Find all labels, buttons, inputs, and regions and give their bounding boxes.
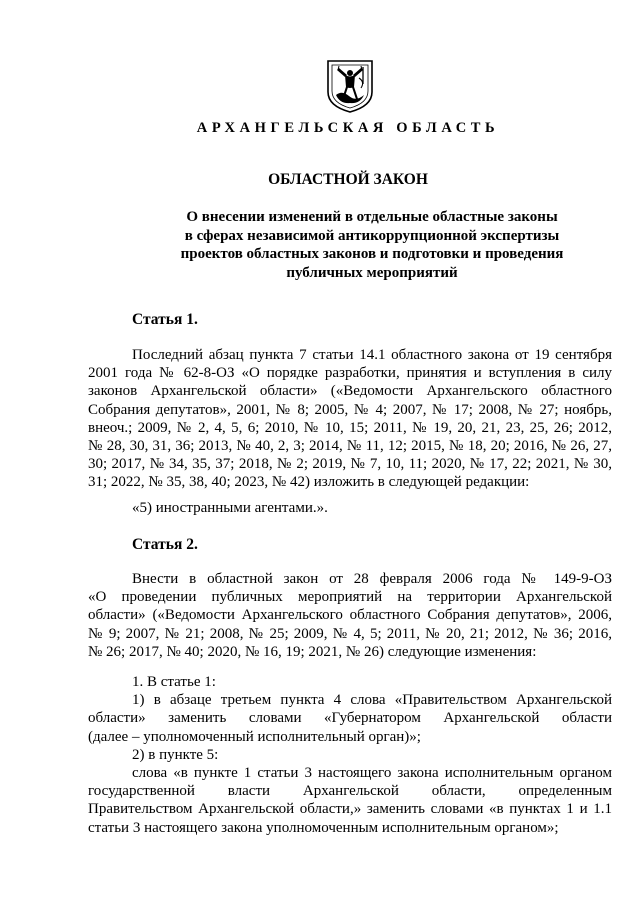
text-line: «О проведении публичных мероприятий на территории Архангельской [88,589,612,606]
law-title-line: О внесении изменений в отдельные областные законы [186,209,558,225]
text-line: слова «в пункте 1 статьи 3 настоящего закона исполнительным органом [132,765,612,782]
text-line: (далее – уполномоченный исполнительный орган)»; [88,728,421,745]
text-line: 30; 2017, № 34, 35, 37; 2018, № 2; 2019, № 7, 10, 11; 2020, № 17, 22; 2021, № 30, [88,456,612,473]
article-1-quote [88,499,612,517]
text-line: области» («Ведомости Архангельского областного Собрания депутатов», 2006, [88,607,612,624]
item-1-2: 2) в пункте 5: [132,746,219,763]
text-line: Собрания депутатов», 2001, № 8; 2005, № 4; 2007, № 17; 2008, № 27; ноябрь, [88,401,612,418]
item-1: 1. В статье 1: [132,674,216,690]
text-line: 1) в абзаце третьем пункта 4 слова «Правительством Архангельской [132,692,612,709]
law-title-line: в сферах независимой антикоррупционной экспертизы [184,227,560,244]
law-title-line: проектов областных законов и подготовки и проведения [180,246,564,262]
law-title-line: публичных мероприятий [286,264,458,281]
text-line: законов Архангельской области» («Ведомости Архангельского областного [88,383,612,400]
text-line: Последний абзац пункта 7 статьи 14.1 областного закона от 19 сентября [132,347,612,363]
text-line: Внести в областной закон от 28 февраля 2006 года № 149-9-ОЗ [132,571,612,587]
text-line: государственной власти Архангельской области, определенным [88,783,612,800]
law-title [132,208,612,282]
text-line: № 26; 2017, № 40; 2020, № 16, 19; 2021, № 26) следующие изменения: [88,643,537,660]
text-line: статьи 3 настоящего закона уполномоченным исполнительным органом»; [88,819,559,836]
text-line: внеоч.; 2009, № 2, 4, 5, 6; 2010, № 10, 15; 2011, № 19, 20, 21, 23, 25, 26; 2012, [88,419,612,436]
text-line: Правительством Архангельской области,» заменить словами «в пунктах 1 и 1.1 [88,801,612,818]
article-1-heading: Статья 1. [132,311,198,328]
document-type: ОБЛАСТНОЙ ЗАКОН [268,171,428,188]
article-2-paragraph [88,570,612,661]
text-line: «5) иностранными агентами.». [132,500,328,516]
coat-of-arms-icon [325,58,375,114]
article-2-heading: Статья 2. [132,536,198,553]
text-line: 2001 года № 62-8-ОЗ «О порядке разработки, принятия и вступления в силу [88,365,612,382]
article-2-items [88,673,612,837]
text-line: области» заменить словами «Губернатором Архангельской области [88,710,612,727]
text-line: 31; 2022, № 35, 38, 40; 2023, № 42) изложить в следующей редакции: [88,474,530,491]
article-1-paragraph [88,346,612,492]
text-line: № 28, 30, 31, 36; 2013, № 40, 2, 3; 2014, № 11, 12; 2015, № 18, 20; 2016, № 26, 27, [88,438,612,455]
region-name: АРХАНГЕЛЬСКАЯ ОБЛАСТЬ [196,120,500,136]
text-line: № 9; 2007, № 21; 2008, № 25; 2009, № 4, 5; 2011, № 20, 21; 2012, № 36; 2016, [88,625,612,642]
